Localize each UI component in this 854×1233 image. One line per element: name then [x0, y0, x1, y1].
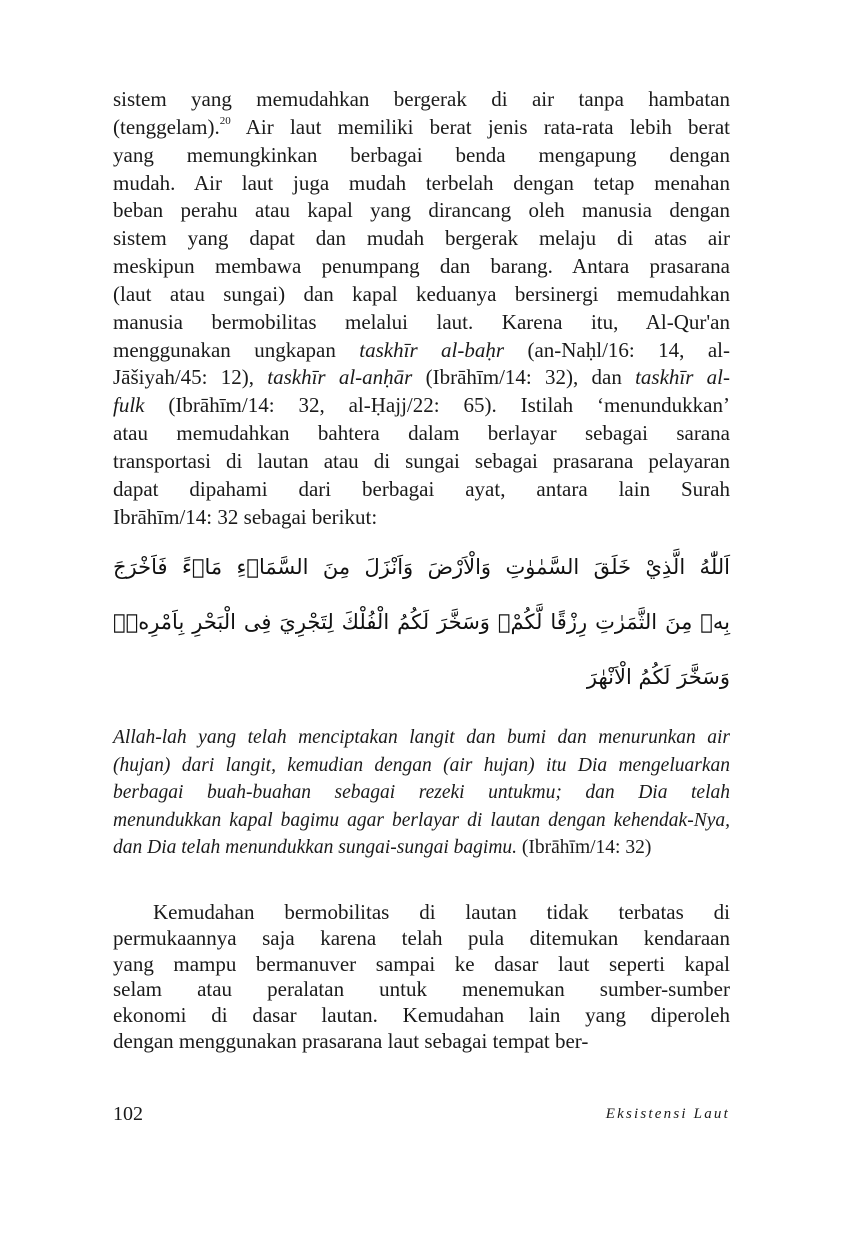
text-line: [113, 364, 730, 392]
arabic-line: وَسَخَّرَ لَكُمُ الْاَنْهٰرَ: [586, 665, 730, 689]
text-line: [113, 900, 730, 926]
text-segment: yang memungkinkan berbagai benda mengapung dengan: [113, 142, 730, 167]
text-segment: mudah. Air laut juga mudah terbelah dengan tetap menahan: [113, 170, 730, 195]
arabic-line: اَللّٰهُ الَّذِيْ خَلَقَ السَّمٰوٰتِ وَالْاَرْضَ وَاَنْزَلَ مِنَ السَّمَاۤءِ مَاۤءً فَاَخْرَجَ: [113, 555, 730, 579]
italic-text: (hujan) dari langit, kemudian dengan (air hujan) itu Dia mengeluarkan: [113, 754, 730, 776]
text-line: [113, 752, 730, 780]
text-segment: yang mampu bermanuver sampai ke dasar laut seperti kapal: [113, 951, 730, 976]
text-segment: sistem yang memudahkan bergerak di air tanpa hambatan: [113, 87, 730, 111]
text-line: [113, 337, 730, 365]
text-line: [113, 807, 730, 835]
text-segment: Jāšiyah/45: 12),: [113, 365, 268, 390]
text-line: [113, 225, 730, 253]
text-segment: transportasi di lautan atau di sungai sebagai prasarana pelayaran: [113, 448, 730, 473]
text-line: [113, 977, 730, 1003]
text-line: [113, 1029, 730, 1055]
text-line: [113, 86, 730, 114]
page-number: 102: [113, 1103, 143, 1125]
text-line: [113, 926, 730, 952]
text-line: [113, 834, 730, 862]
text-segment: atau memudahkan bahtera dalam berlayar sebagai sarana: [113, 421, 730, 446]
text-line: [113, 392, 730, 420]
text-line: [113, 253, 730, 281]
italic-text: taskhīr al-baḥr: [359, 337, 505, 362]
italic-text: dan Dia telah menundukkan sungai-sungai bagimu.: [113, 837, 518, 858]
text-segment: (laut atau sungai) dan kapal keduanya bersinergi memudahkan: [113, 281, 730, 306]
text-segment: ekonomi di dasar lautan. Kemudahan lain yang diperoleh: [113, 1003, 730, 1028]
text-segment: dengan menggunakan prasarana laut sebagai tempat ber-: [113, 1028, 589, 1053]
text-segment: Ibrāhīm/14: 32 sebagai berikut:: [113, 504, 378, 529]
text-line: [113, 309, 730, 337]
italic-text: berbagai buah-buahan sebagai rezeki untukmu; dan Dia telah: [113, 782, 730, 803]
body-paragraph-1: [113, 86, 730, 532]
text-segment: (Ibrāhīm/14: 32, al-Ḥajj/22: 65). Istilah ‘menundukkan’: [144, 393, 730, 418]
text-segment: Kemudahan bermobilitas di lautan tidak terbatas di: [153, 900, 730, 924]
verse-translation: [113, 724, 730, 862]
text-line: [113, 779, 730, 807]
text-line: [113, 724, 730, 752]
footnote-marker: 20: [219, 114, 231, 127]
text-segment: (Ibrāhīm/14: 32), dan: [412, 365, 636, 390]
running-title: Eksistensi Laut: [605, 1106, 730, 1122]
text-line: [113, 281, 730, 309]
page-footer: [113, 1103, 730, 1129]
text-segment: manusia bermobilitas melalui laut. Karena itu, Al-Qur'an: [113, 309, 730, 334]
text-segment: dapat dipahami dari berbagai ayat, antara lain Surah: [113, 476, 730, 501]
text-segment: meskipun membawa penumpang dan barang. Antara prasarana: [113, 254, 730, 279]
text-line: [113, 420, 730, 448]
text-segment: Air laut memiliki berat jenis rata-rata lebih berat: [230, 114, 730, 139]
text-line: [113, 448, 730, 476]
text-line: [113, 504, 730, 532]
body-paragraph-2: [113, 900, 730, 1055]
arabic-line: بِهٖ مِنَ الثَّمَرٰتِ رِزْقًا لَّكُمْۚ وَسَخَّرَ لَكُمُ الْفُلْكَ لِتَجْرِيَ فِى الْبَحْرِ بِاَمْرِهٖۚ: [113, 610, 730, 634]
text-segment: sistem yang dapat dan mudah bergerak melaju di atas air: [113, 226, 730, 251]
text-line: [113, 952, 730, 978]
text-segment: (an-Naḥl/16: 14, al-: [504, 337, 730, 362]
text-line: [113, 476, 730, 504]
text-line: [113, 1003, 730, 1029]
quran-verse-arabic: [113, 540, 730, 705]
text-segment: (Ibrāhīm/14: 32): [517, 837, 652, 858]
italic-text: menundukkan kapal bagimu agar berlayar di lautan dengan kehendak-Nya,: [113, 809, 730, 831]
italic-text: fulk: [113, 393, 145, 418]
text-segment: menggunakan ungkapan: [113, 337, 360, 362]
text-line: [113, 114, 730, 142]
text-segment: permukaannya saja karena telah pula ditemukan kendaraan: [113, 925, 730, 950]
italic-text: Allah-lah yang telah menciptakan langit dan bumi dan menurunkan air: [113, 727, 730, 748]
italic-text: taskhīr al-anḥār: [267, 365, 413, 390]
text-segment: beban perahu atau kapal yang dirancang oleh manusia dengan: [113, 198, 730, 223]
text-line: [113, 142, 730, 170]
text-segment: selam atau peralatan untuk menemukan sumber-sumber: [113, 977, 730, 1002]
italic-text: taskhīr al-: [635, 365, 730, 390]
text-line: [113, 170, 730, 198]
text-line: [113, 197, 730, 225]
text-segment: (tenggelam).: [113, 114, 220, 139]
